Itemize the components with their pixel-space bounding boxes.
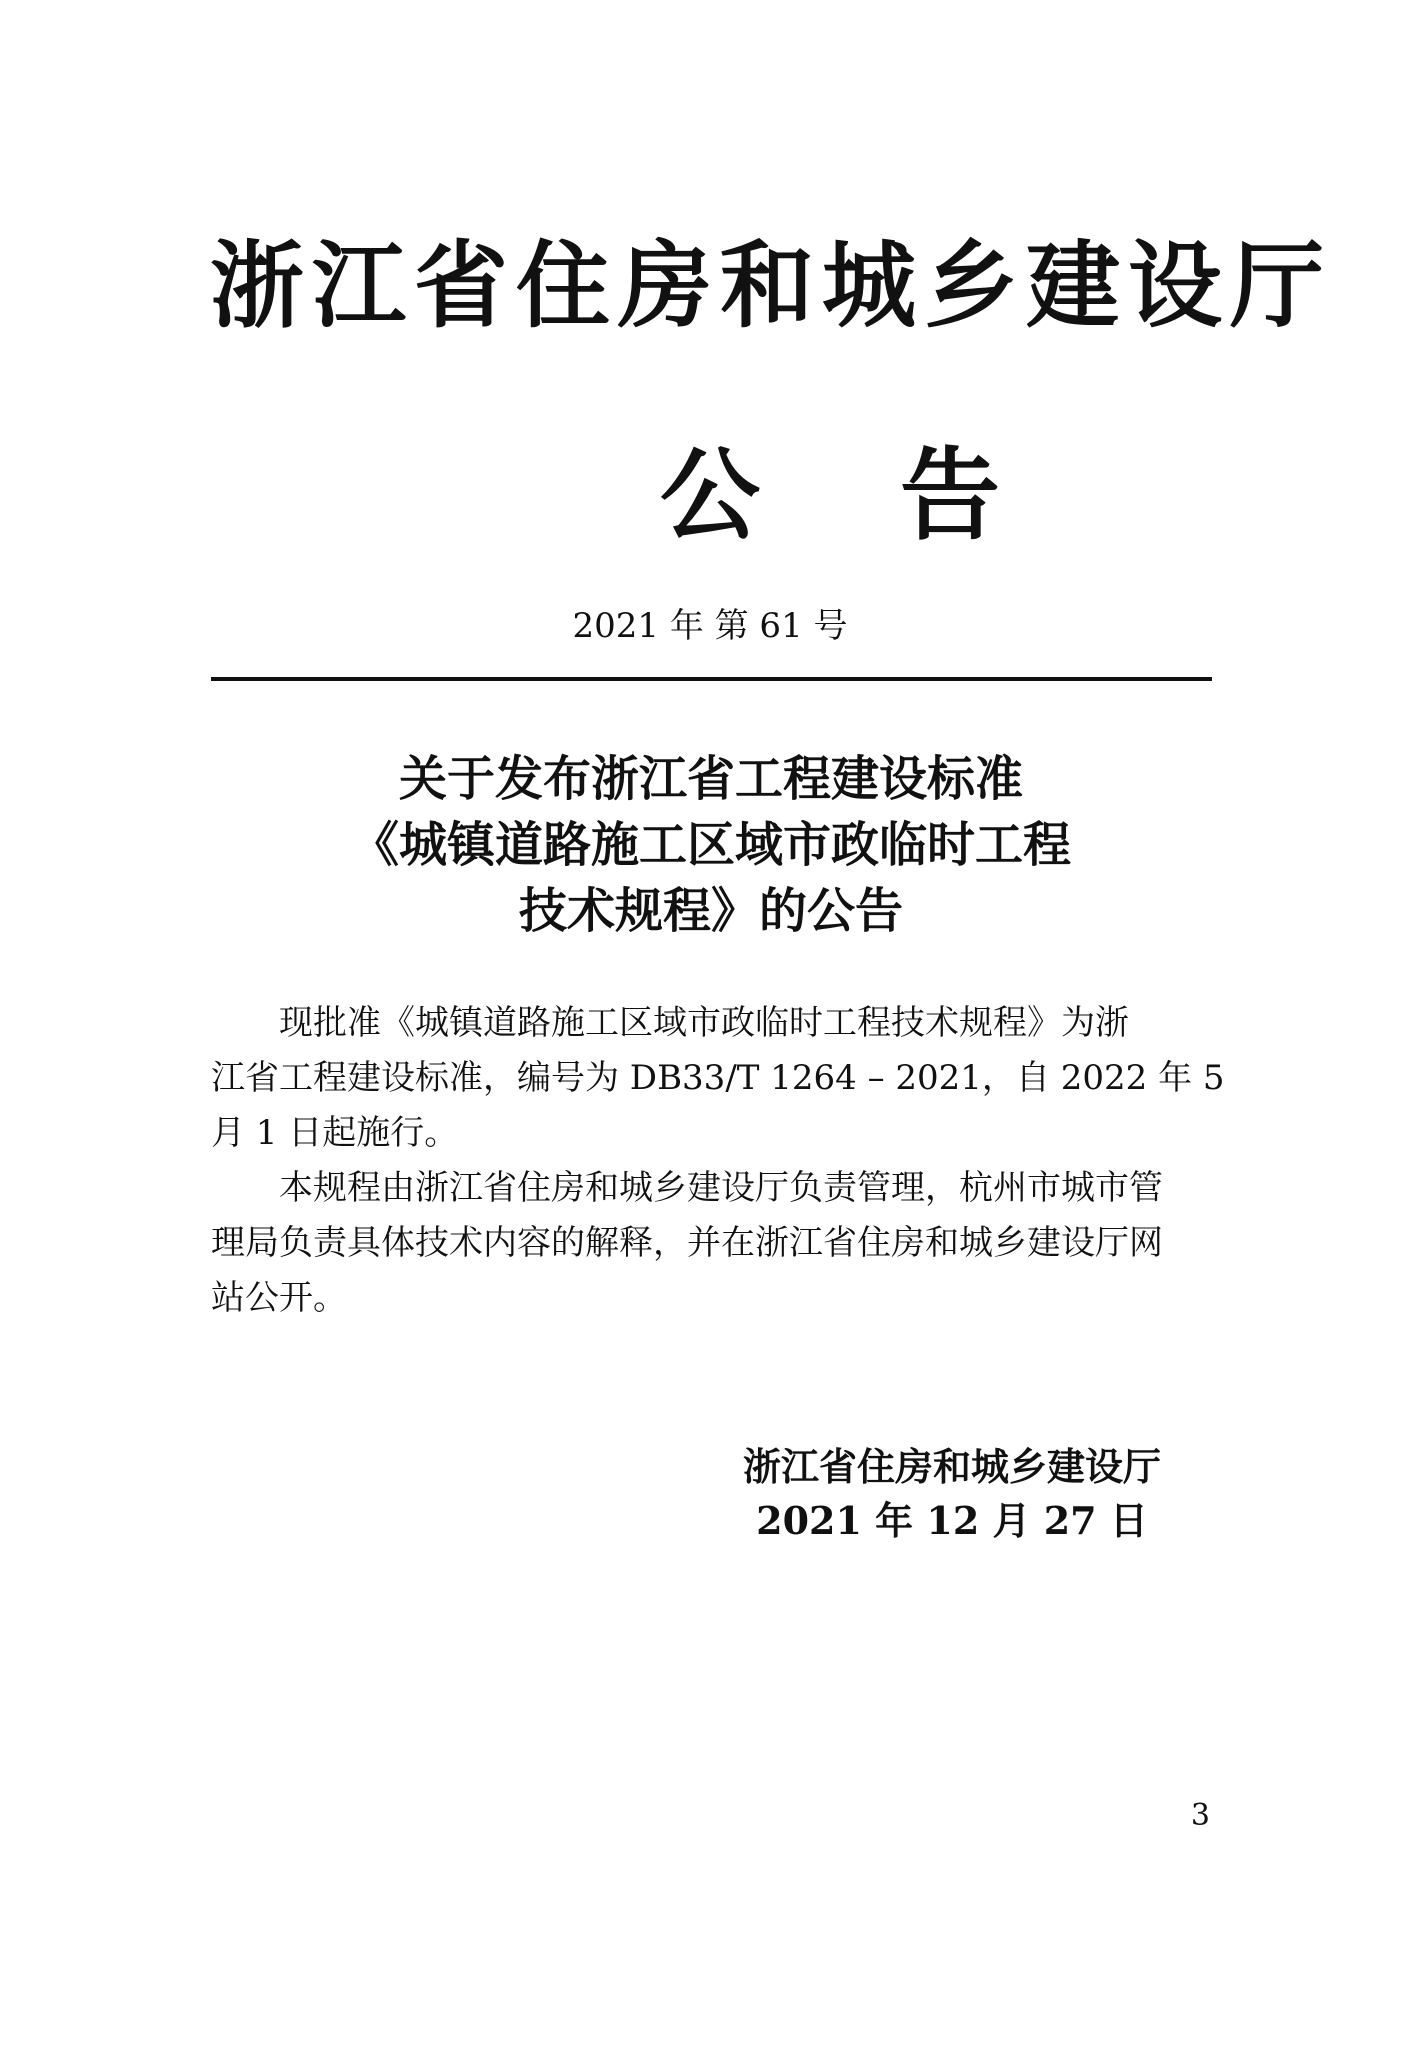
notice-number: 2021 年 第 61 号 (572, 606, 848, 646)
announcement-title-line-1: 关于发布浙江省工程建设标准 (398, 751, 1023, 807)
header-divider (211, 677, 1212, 681)
body-line-1: 现批准《城镇道路施工区域市政临时工程技术规程》为浙 (279, 1003, 1129, 1043)
announcement-title (300, 746, 1122, 946)
announcement-title-line-3: 技术规程》的公告 (518, 883, 903, 939)
signature-date: 2021 年 12 月 27 日 (756, 1498, 1148, 1543)
agency-header: 浙江省住房和城乡建设厅 (210, 231, 1333, 341)
page-number: 3 (1190, 1798, 1210, 1833)
signature-agency: 浙江省住房和城乡建设厅 (742, 1444, 1161, 1489)
body-line-5: 理局负责具体技术内容的解释，并在浙江省住房和城乡建设厅网 (211, 1223, 1163, 1263)
body-line-3: 月 1 日起施行。 (211, 1113, 459, 1153)
announcement-body (211, 996, 1225, 1326)
announcement-title-line-2: 《城镇道路施工区域市政临时工程 (350, 817, 1071, 873)
notice-title: 公告 (660, 436, 1140, 554)
signature-block (712, 1440, 1192, 1560)
body-line-2: 江省工程建设标准，编号为 DB33/T 1264 – 2021，自 2022 年 5 (211, 1058, 1225, 1098)
body-line-6: 站公开。 (211, 1278, 347, 1318)
body-line-4: 本规程由浙江省住房和城乡建设厅负责管理，杭州市城市管 (279, 1168, 1163, 1208)
